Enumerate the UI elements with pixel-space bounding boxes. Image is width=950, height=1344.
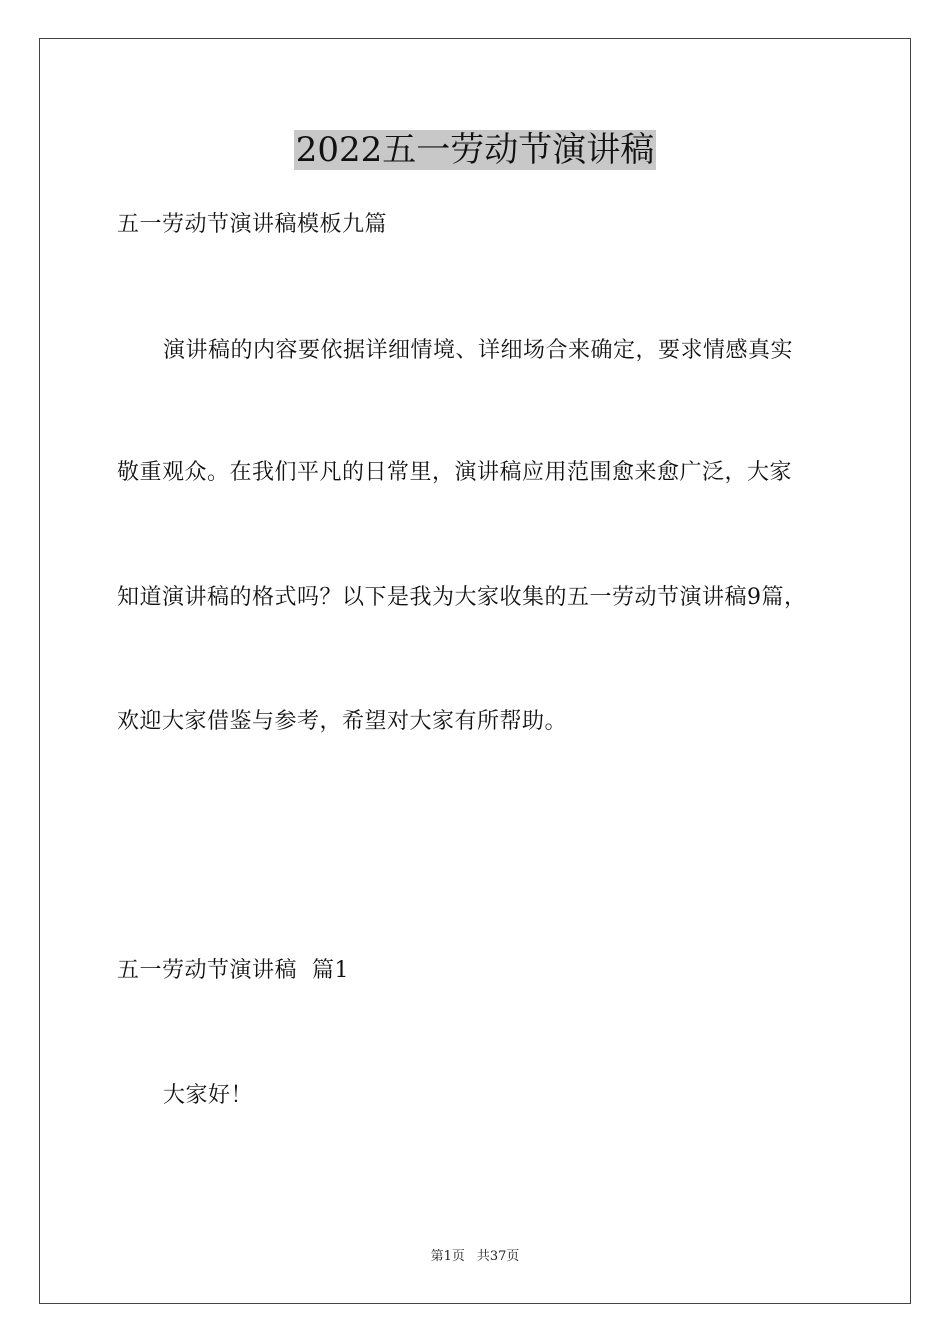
document-title <box>0 128 950 172</box>
page-footer <box>0 1248 950 1266</box>
intro-line-2: 敬重观众。在我们平凡的日常里，演讲稿应用范围愈来愈广泛，大家 <box>117 460 793 485</box>
document-subtitle: 五一劳动节演讲稿模板九篇 <box>117 212 388 237</box>
page-total: 共37页 <box>476 1249 520 1264</box>
page-number: 第1页 <box>430 1249 465 1264</box>
intro-line-3: 知道演讲稿的格式吗？以下是我为大家收集的五一劳动节演讲稿9篇， <box>117 585 807 610</box>
greeting-text: 大家好！ <box>163 1083 254 1108</box>
intro-line-4: 欢迎大家借鉴与参考，希望对大家有所帮助。 <box>117 709 568 734</box>
intro-line-1: 演讲稿的内容要依据详细情境、详细场合来确定，要求情感真实 <box>163 338 794 363</box>
section-heading: 五一劳动节演讲稿 篇1 <box>117 958 349 983</box>
document-title-text: 2022五一劳动节演讲稿 <box>295 130 655 170</box>
